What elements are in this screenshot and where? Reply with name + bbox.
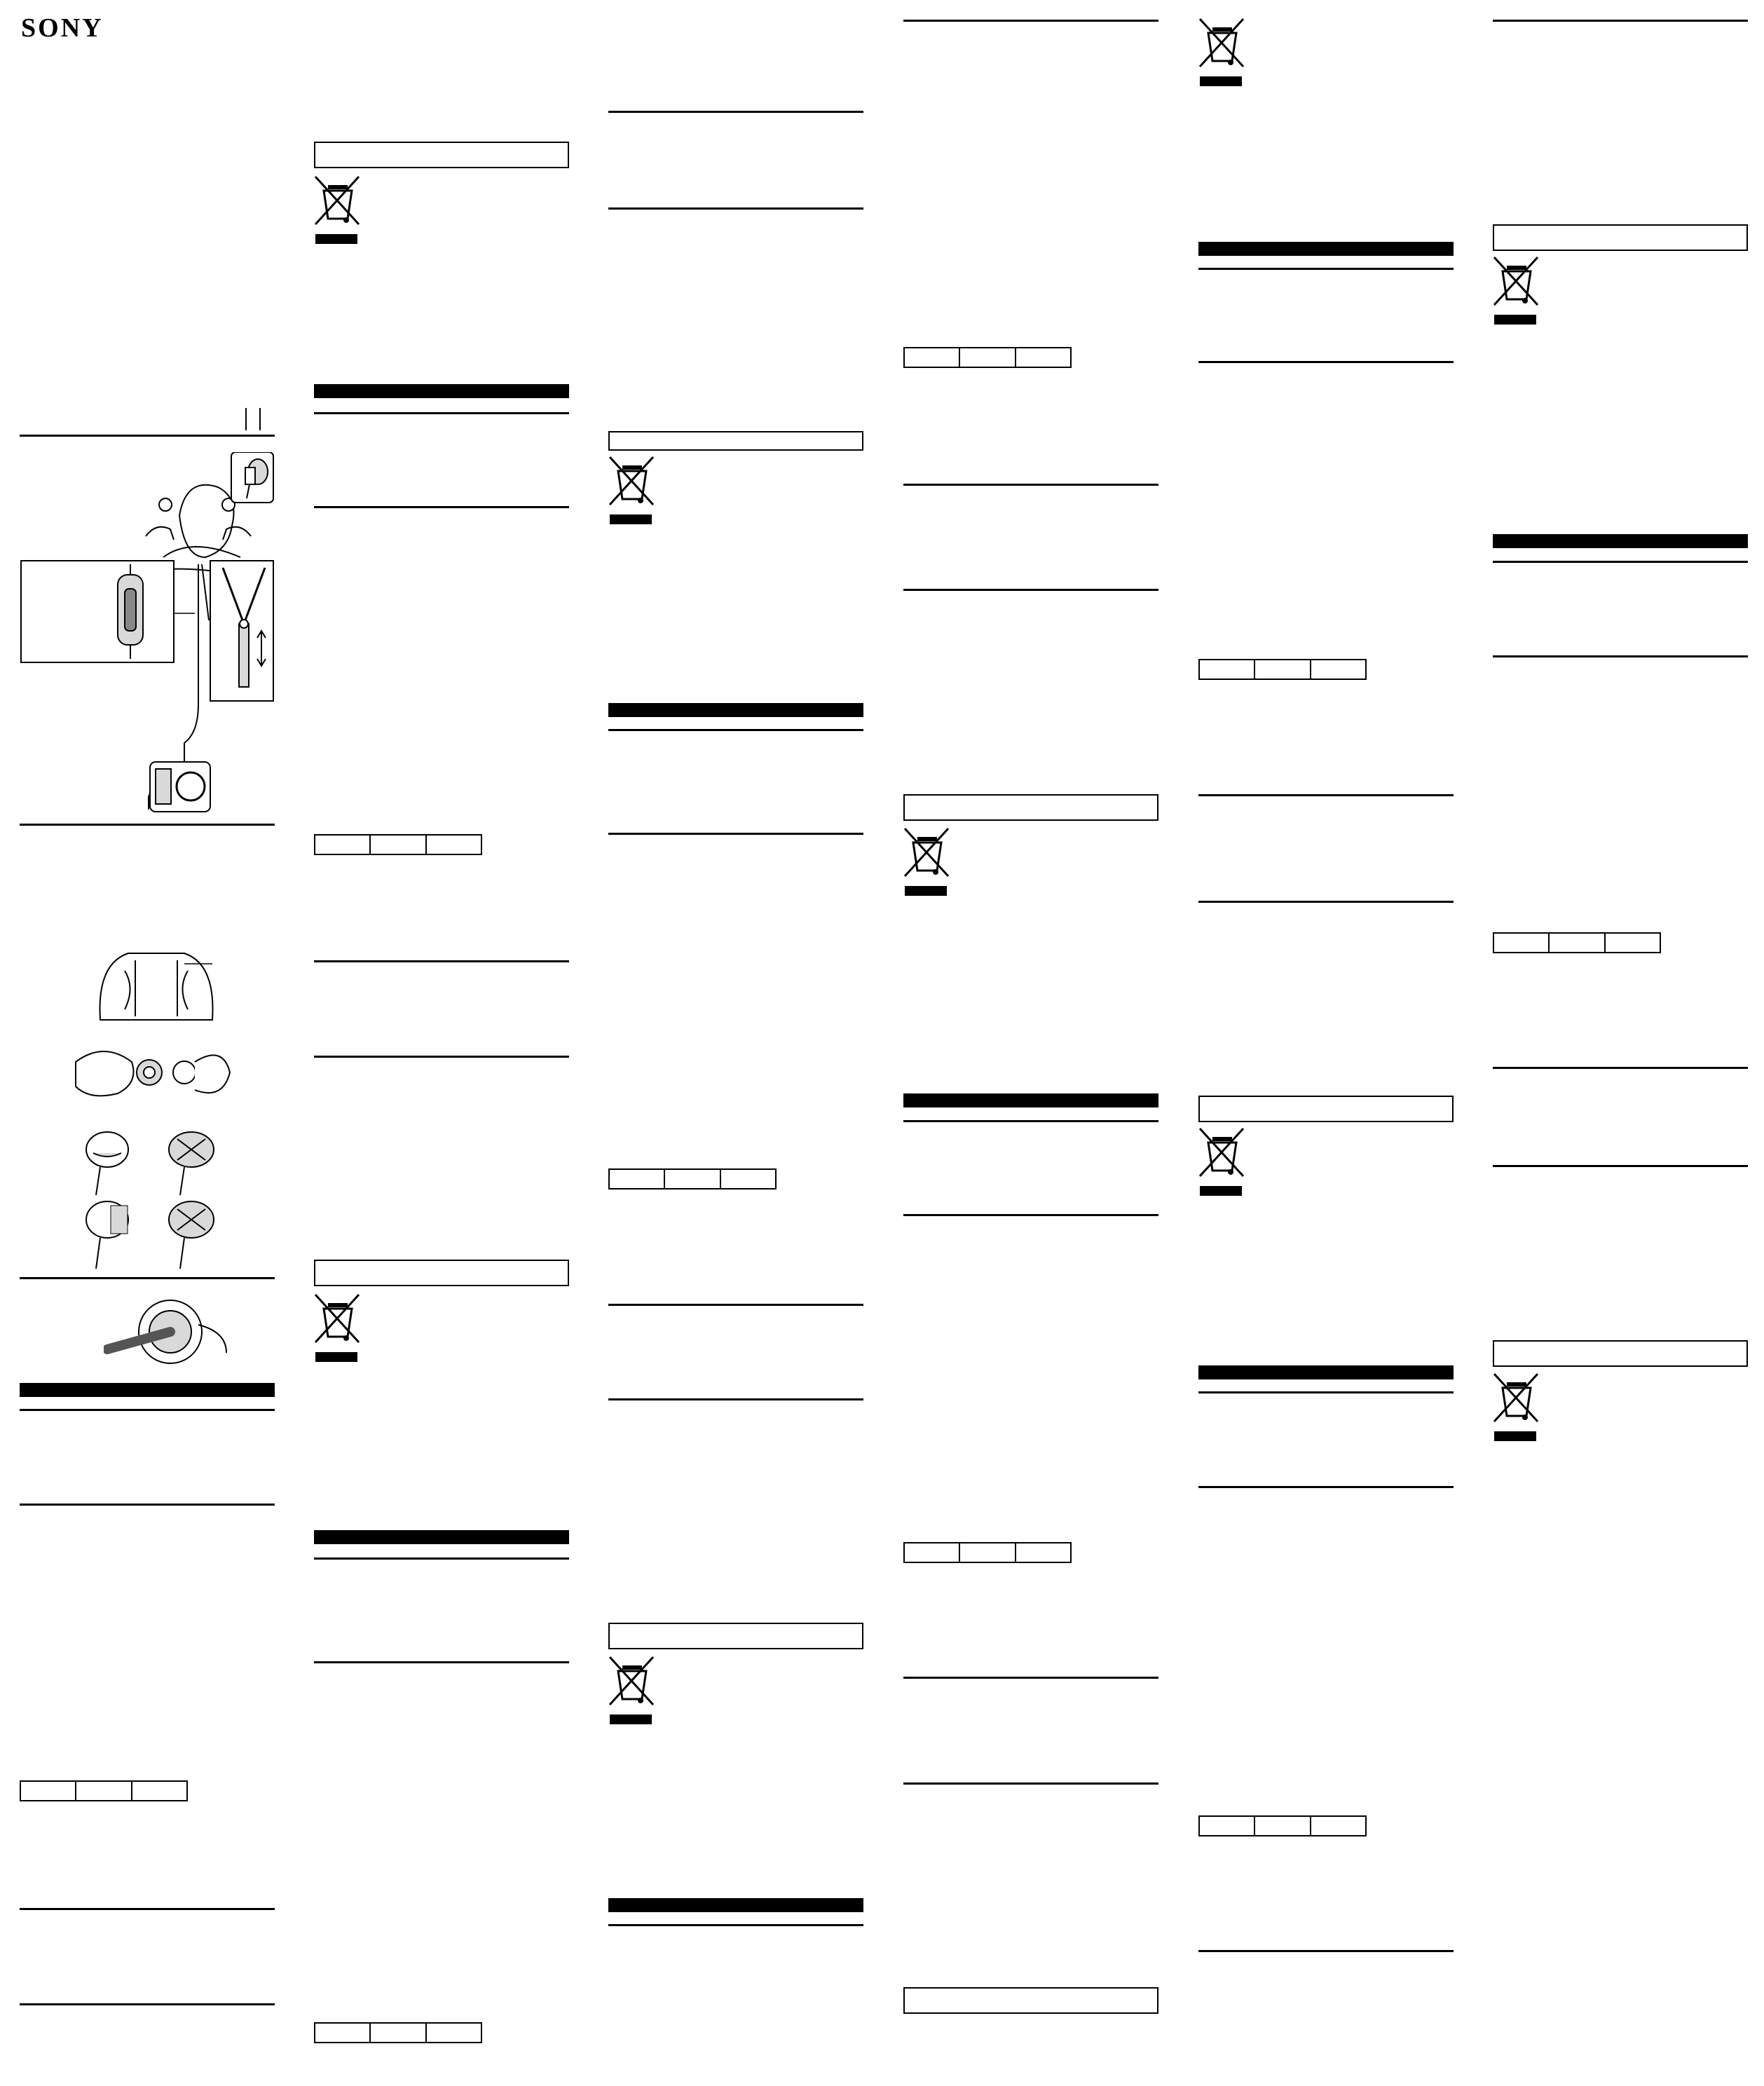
spec-table [1198,659,1367,680]
earpiece-fit-diagram-row-2 [79,1195,233,1272]
notice-box [608,431,863,451]
section-rule [608,729,863,731]
section-rule [1198,901,1454,903]
section-rule [1198,1950,1454,1952]
earpiece-fit-diagram-row-1 [79,1125,233,1199]
disposal-icon [608,1656,656,1729]
notice-box [1493,1340,1748,1367]
section-rule [608,833,863,835]
column-5 [1198,0,1454,2086]
figure-tab-marks [239,407,274,432]
section-rule [314,1557,569,1560]
disposal-icon [903,827,951,901]
section-rule [903,1214,1158,1216]
section-heading-bar [608,703,863,717]
disposal-icon [314,1293,362,1367]
section-rule [1198,361,1454,363]
earpiece-attach-diagram [72,1041,233,1104]
section-rule [903,20,1158,22]
section-rule [20,435,275,437]
spec-table [903,1542,1072,1563]
column-4 [903,0,1158,2086]
section-rule [314,960,569,962]
sony-logo: SONY [21,13,104,43]
spec-table [1493,932,1661,953]
section-rule [1493,1165,1748,1167]
spec-table [314,2022,482,2043]
section-rule [314,506,569,508]
notice-box [314,142,569,168]
disposal-icon [314,175,362,249]
notice-box [903,1987,1158,2014]
section-rule [608,111,863,113]
section-heading-bar [1493,534,1748,548]
notice-box [608,1623,863,1649]
section-rule [903,484,1158,486]
earpiece-cross-section-diagram [97,950,216,1027]
section-rule [314,1056,569,1058]
right-marker-icon [159,498,172,511]
section-rule [608,1398,863,1400]
section-rule [903,1782,1158,1785]
cable-clip-inset [21,561,174,662]
section-rule [20,824,275,826]
disposal-icon [1493,1372,1540,1446]
column-2 [314,0,569,2086]
section-rule [20,1908,275,1910]
section-heading-bar [608,1898,863,1912]
section-rule [314,412,569,414]
section-heading-bar [20,1383,275,1397]
disposal-icon [1198,1127,1246,1201]
section-rule [1198,268,1454,270]
headphone-wearing-diagram [20,452,275,810]
section-rule [1493,20,1748,22]
section-heading-bar [1198,1365,1454,1379]
spec-table [1198,1815,1367,1836]
notice-box [1198,1096,1454,1122]
disposal-icon [1198,18,1246,91]
column-1 [20,0,275,2086]
spec-table [20,1780,188,1801]
section-rule [20,1277,275,1279]
section-rule [1198,1486,1454,1488]
spec-table [903,347,1072,368]
section-rule [314,1661,569,1663]
section-rule [1493,655,1748,657]
notice-box [903,794,1158,821]
column-3 [608,0,863,2086]
section-rule [903,1120,1158,1122]
section-rule [903,589,1158,591]
spec-table [608,1168,777,1189]
section-rule [1493,1067,1748,1069]
section-rule [20,2003,275,2005]
section-rule [608,1304,863,1306]
section-rule [20,1504,275,1506]
disposal-icon [1493,256,1540,329]
column-6 [1493,0,1748,2086]
section-rule [1198,1391,1454,1393]
section-rule [608,207,863,210]
section-rule [608,1924,863,1926]
section-rule [1198,794,1454,796]
notice-box [314,1260,569,1286]
section-rule [20,1409,275,1411]
disposal-icon [608,456,656,529]
section-rule [903,1677,1158,1679]
section-heading-bar [314,1530,569,1544]
cleaning-diagram [104,1297,230,1367]
section-heading-bar [903,1093,1158,1107]
section-heading-bar [1198,242,1454,256]
section-rule [1493,561,1748,563]
spec-table [314,834,482,855]
section-heading-bar [314,384,569,398]
notice-box [1493,224,1748,251]
player-device-detail [149,761,212,813]
